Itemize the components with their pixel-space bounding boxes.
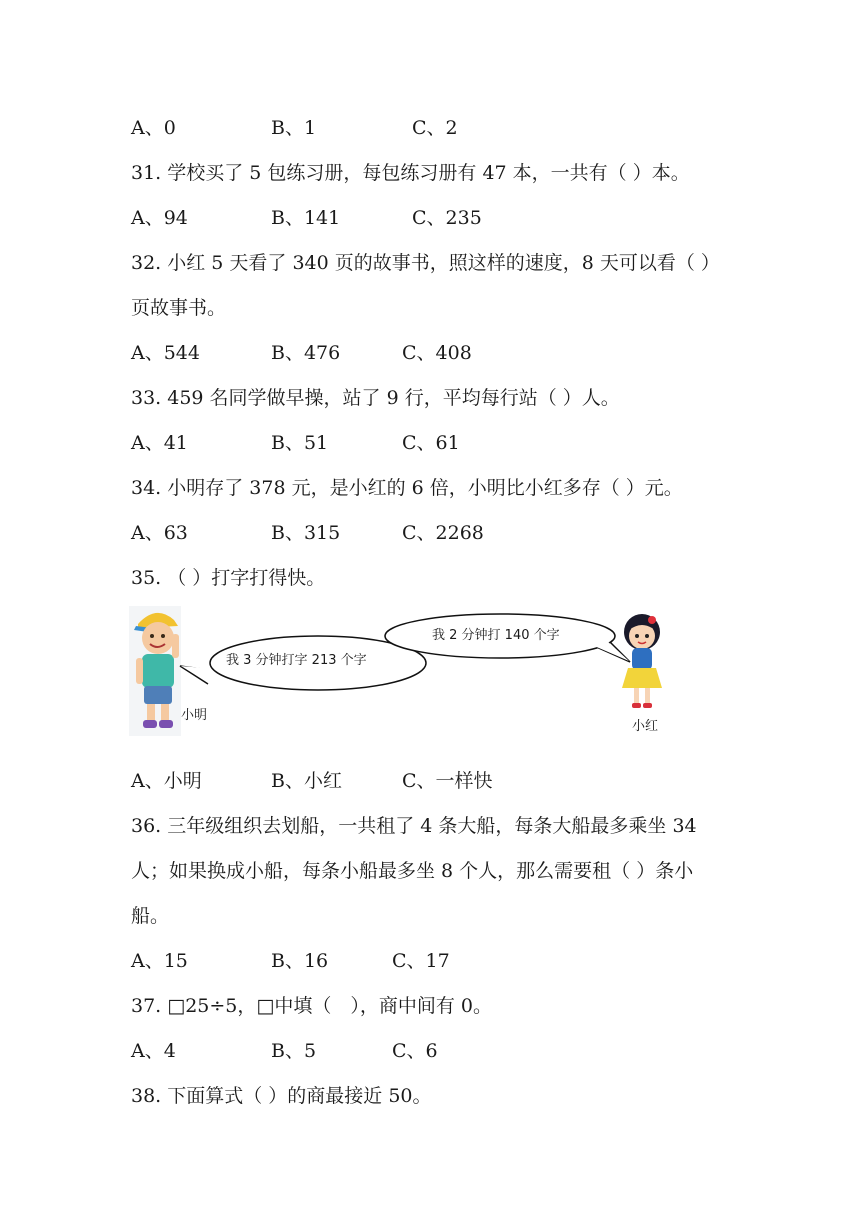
q34-option-a: A、63 [131, 522, 188, 544]
q37-option-b: B、5 [271, 1040, 317, 1062]
q35-illustration [128, 600, 728, 750]
q34-stem: 34. 小明存了 378 元，是小红的 6 倍，小明比小红多存（ ）元。 [131, 477, 683, 499]
q32-option-a: A、544 [131, 342, 200, 364]
q36-stem-line2: 人；如果换成小船，每条小船最多坐 8 个人，那么需要租（ ）条小 [131, 860, 694, 882]
boy-speech-text: 我 3 分钟打字 213 个字 [226, 653, 367, 668]
q30-option-a: A、0 [131, 117, 176, 139]
q31-stem: 31. 学校买了 5 包练习册，每包练习册有 47 本，一共有（ ）本。 [131, 162, 690, 184]
q32-option-c: C、408 [402, 342, 472, 364]
q36-stem-line1: 36. 三年级组织去划船，一共租了 4 条大船，每条大船最多乘坐 34 [131, 815, 697, 837]
q34-option-b: B、315 [271, 522, 341, 544]
q31-option-c: C、235 [412, 207, 482, 229]
q31-option-b: B、141 [271, 207, 341, 229]
q37-option-c: C、6 [392, 1040, 438, 1062]
q33-option-a: A、41 [131, 432, 188, 454]
q32-option-b: B、476 [271, 342, 341, 364]
q37-stem: 37. □25÷5，□中填（ ），商中间有 0。 [131, 995, 492, 1017]
q35-option-c: C、一样快 [402, 770, 493, 792]
q37-option-a: A、4 [131, 1040, 176, 1062]
boy-figure [128, 604, 184, 738]
q30-option-b: B、1 [271, 117, 317, 139]
q34-option-c: C、2268 [402, 522, 484, 544]
q31-option-a: A、94 [131, 207, 188, 229]
q38-stem: 38. 下面算式（ ）的商最接近 50。 [131, 1085, 432, 1107]
q33-option-c: C、61 [402, 432, 460, 454]
q35-option-b: B、小红 [271, 770, 342, 792]
girl-name-label: 小红 [632, 719, 659, 734]
q30-option-c: C、2 [412, 117, 458, 139]
q36-stem-line3: 船。 [131, 905, 170, 927]
q35-option-a: A、小明 [131, 770, 202, 792]
q35-stem: 35. （ ）打字打得快。 [131, 567, 326, 589]
q33-stem: 33. 459 名同学做早操，站了 9 行，平均每行站（ ）人。 [131, 387, 620, 409]
q36-option-c: C、17 [392, 950, 450, 972]
girl-speech-text: 我 2 分钟打 140 个字 [432, 628, 560, 643]
boy-name-label: 小明 [181, 708, 208, 723]
q36-option-b: B、16 [271, 950, 329, 972]
girl-figure [614, 610, 670, 714]
q36-option-a: A、15 [131, 950, 188, 972]
q32-stem-line2: 页故事书。 [131, 297, 227, 319]
q32-stem-line1: 32. 小红 5 天看了 340 页的故事书，照这样的速度，8 天可以看（ ） [131, 252, 720, 274]
q33-option-b: B、51 [271, 432, 329, 454]
